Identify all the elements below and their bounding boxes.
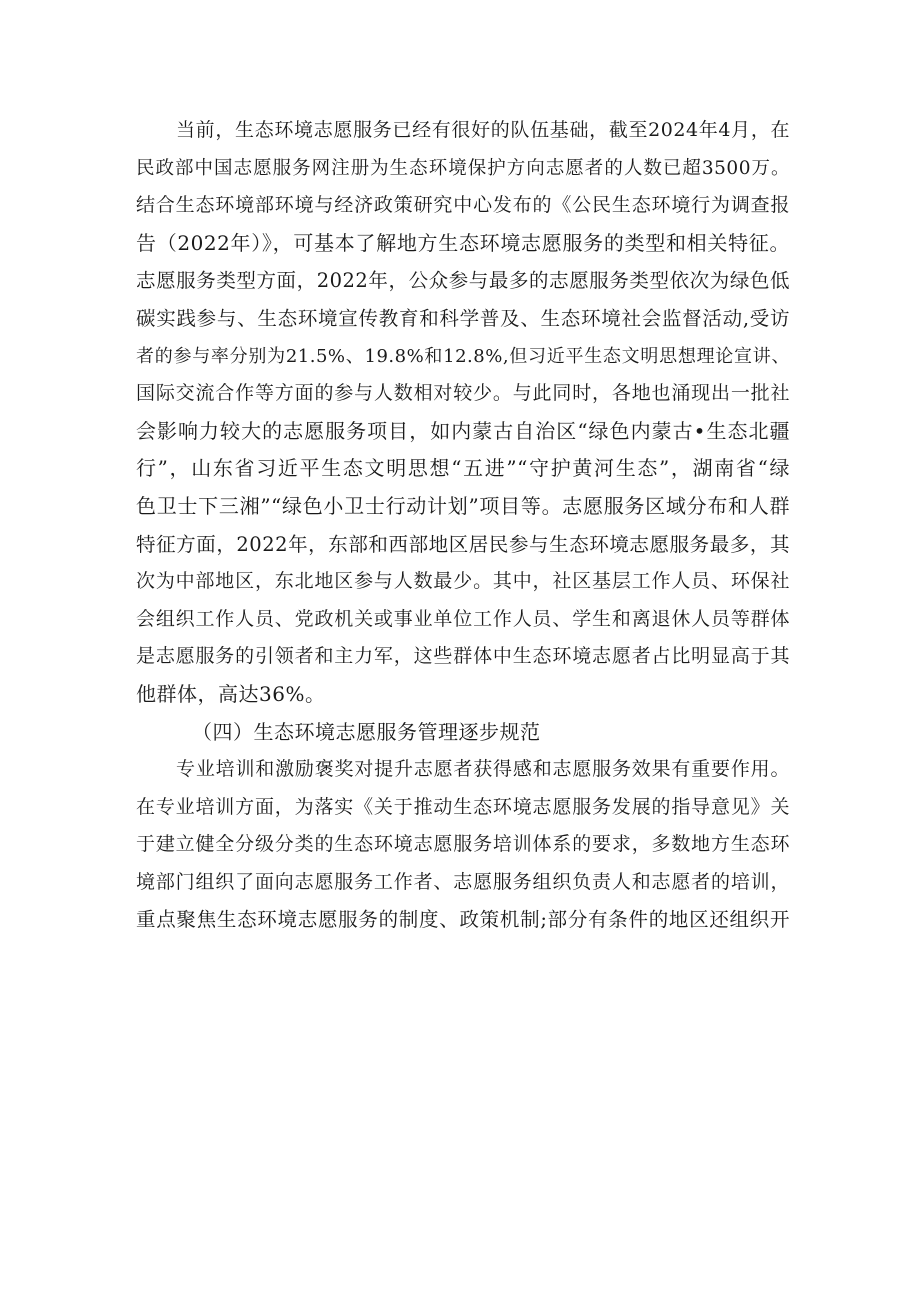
paragraph-1-line-7: 者的参与率分别为21.5%、19.8%和12.8%,但习近平生态文明思想理论宣讲、 bbox=[136, 345, 790, 367]
paragraph-1-line-13: 次为中部地区，东北地区参与人数最少。其中，社区基层工作人员、环保社 bbox=[136, 570, 790, 593]
paragraph-1-line-10: 行”，山东省习近平生态文明思想“五进”“守护黄河生态”，湖南省“绿 bbox=[136, 456, 790, 481]
paragraph-1-line-6: 碳实践参与、生态环境宣传教育和科学普及、生态环境社会监督活动,受访 bbox=[136, 306, 790, 330]
paragraph-1-line-14: 会组织工作人员、党政机关或事业单位工作人员、学生和离退休人员等群体 bbox=[136, 607, 790, 630]
paragraph-2-line-1: 专业培训和激励褒奖对提升志愿者获得感和志愿服务效果有重要作用。 bbox=[176, 758, 790, 781]
section-heading: （四）生态环境志愿服务管理逐步规范 bbox=[192, 719, 541, 744]
paragraph-1-line-4: 告（2022年）》，可基本了解地方生态环境志愿服务的类型和相关特征。 bbox=[136, 230, 790, 255]
body-text bbox=[136, 112, 790, 939]
paragraph-2-line-5: 重点聚焦生态环境志愿服务的制度、政策机制;部分有条件的地区还组织开 bbox=[136, 908, 790, 932]
paragraph-1-line-8: 国际交流合作等方面的参与人数相对较少。与此同时，各地也涌现出一批社 bbox=[136, 382, 790, 405]
paragraph-1-line-15: 是志愿服务的引领者和主力军，这些群体中生态环境志愿者占比明显高于其 bbox=[136, 645, 790, 668]
paragraph-1-line-2: 民政部中国志愿服务网注册为生态环境保护方向志愿者的人数已超3500万。 bbox=[136, 157, 790, 179]
paragraph-1-line-16: 他群体，高达36%。 bbox=[136, 681, 326, 706]
paragraph-1-line-5: 志愿服务类型方面，2022年，公众参与最多的志愿服务类型依次为绿色低 bbox=[136, 269, 790, 293]
paragraph-1-line-9: 会影响力较大的志愿服务项目，如内蒙古自治区“绿色内蒙古•生态北疆 bbox=[136, 418, 790, 443]
paragraph-2-line-3: 于建立健全分级分类的生态环境志愿服务培训体系的要求，多数地方生态环 bbox=[136, 833, 790, 856]
paragraph-2-line-4: 境部门组织了面向志愿服务工作者、志愿服务组织负责人和志愿者的培训， bbox=[136, 870, 790, 893]
paragraph-1-line-1: 当前，生态环境志愿服务已经有很好的队伍基础，截至2024年4月，在 bbox=[176, 119, 790, 141]
paragraph-1-line-12: 特征方面，2022年，东部和西部地区居民参与生态环境志愿服务最多，其 bbox=[136, 532, 790, 556]
paragraph-1-line-11: 色卫士下三湘”“绿色小卫士行动计划”项目等。志愿服务区域分布和人群 bbox=[136, 493, 790, 518]
paragraph-1-line-3: 结合生态环境部环境与经济政策研究中心发布的《公民生态环境行为调查报 bbox=[136, 194, 790, 217]
paragraph-2-line-2: 在专业培训方面，为落实《关于推动生态环境志愿服务发展的指导意见》关 bbox=[136, 795, 790, 818]
